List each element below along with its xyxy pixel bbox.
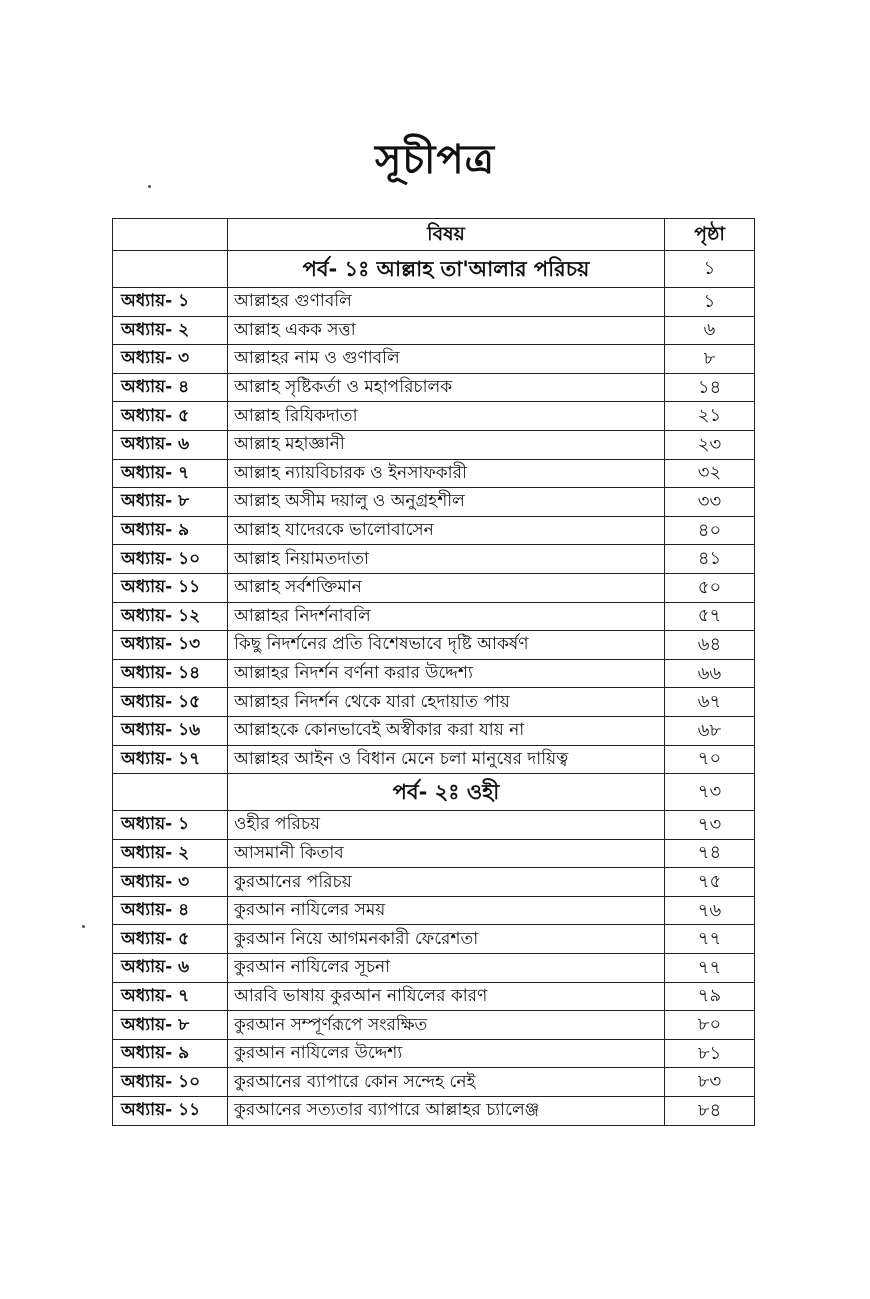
chapter-page-number: ৩৩	[665, 488, 755, 517]
chapter-subject: কুরআন নাযিলের সূচনা	[228, 954, 665, 983]
chapter-row	[113, 373, 755, 402]
chapter-row	[113, 516, 755, 545]
chapter-page-number: ৪০	[665, 516, 755, 545]
chapter-subject: কুরআন নাযিলের উদ্দেশ্য	[228, 1039, 665, 1068]
chapter-label: অধ্যায়- ৩	[113, 345, 228, 374]
chapter-page-number: ২১	[665, 402, 755, 431]
chapter-label: অধ্যায়- ১৬	[113, 716, 228, 745]
chapter-row	[113, 345, 755, 374]
chapter-row	[113, 811, 755, 840]
chapter-subject: আল্লাহ রিযিকদাতা	[228, 402, 665, 431]
chapter-page-number: ৭০	[665, 745, 755, 774]
chapter-row	[113, 896, 755, 925]
part-page-number: ৭৩	[665, 774, 755, 811]
chapter-label: অধ্যায়- ১২	[113, 602, 228, 631]
chapter-label: অধ্যায়- ৪	[113, 373, 228, 402]
chapter-page-number: ৮৩	[665, 1068, 755, 1097]
header-row	[113, 219, 755, 251]
chapter-label: অধ্যায়- ২	[113, 316, 228, 345]
chapter-row	[113, 316, 755, 345]
chapter-page-number: ৭৫	[665, 868, 755, 897]
chapter-label: অধ্যায়- ৬	[113, 430, 228, 459]
part-title: পর্ব- ২ঃ ওহী	[228, 774, 665, 811]
chapter-row	[113, 954, 755, 983]
chapter-subject: আল্লাহ অসীম দয়ালু ও অনুগ্রহশীল	[228, 488, 665, 517]
part-empty-cell	[113, 251, 228, 288]
speck	[82, 925, 85, 928]
chapter-subject: আল্লাহ একক সত্তা	[228, 316, 665, 345]
chapter-subject: আল্লাহ সৃষ্টিকর্তা ও মহাপরিচালক	[228, 373, 665, 402]
chapter-page-number: ৮	[665, 345, 755, 374]
part-heading-row	[113, 774, 755, 811]
chapter-page-number: ১৪	[665, 373, 755, 402]
chapter-row	[113, 868, 755, 897]
chapter-page-number: ৭৭	[665, 925, 755, 954]
chapter-label: অধ্যায়- ৭	[113, 982, 228, 1011]
chapter-subject: আল্লাহ মহাজ্ঞানী	[228, 430, 665, 459]
chapter-page-number: ৬৬	[665, 659, 755, 688]
chapter-subject: কুরআন নাযিলের সময়	[228, 896, 665, 925]
chapter-page-number: ৭৪	[665, 839, 755, 868]
chapter-page-number: ৬৭	[665, 688, 755, 717]
chapter-subject: আল্লাহ যাদেরকে ভালোবাসেন	[228, 516, 665, 545]
contents-table-body	[113, 219, 755, 1126]
chapter-label: অধ্যায়- ৮	[113, 1011, 228, 1040]
chapter-row	[113, 1011, 755, 1040]
chapter-label: অধ্যায়- ৯	[113, 516, 228, 545]
chapter-row	[113, 459, 755, 488]
chapter-subject: আল্লাহর নিদর্শন থেকে যারা হেদায়াত পায়	[228, 688, 665, 717]
chapter-row	[113, 1039, 755, 1068]
chapter-row	[113, 631, 755, 660]
chapter-label: অধ্যায়- ৫	[113, 925, 228, 954]
chapter-label: অধ্যায়- ৯	[113, 1039, 228, 1068]
chapter-page-number: ৭৭	[665, 954, 755, 983]
chapter-row	[113, 430, 755, 459]
chapter-label: অধ্যায়- ১৪	[113, 659, 228, 688]
part-title: পর্ব- ১ঃ আল্লাহ তা'আলার পরিচয়	[228, 251, 665, 288]
chapter-subject: কিছু নিদর্শনের প্রতি বিশেষভাবে দৃষ্টি আকর্ষণ	[228, 631, 665, 660]
chapter-row	[113, 982, 755, 1011]
chapter-page-number: ৭৯	[665, 982, 755, 1011]
chapter-page-number: ৮৪	[665, 1097, 755, 1126]
chapter-row	[113, 716, 755, 745]
chapter-page-number: ৩২	[665, 459, 755, 488]
chapter-page-number: ৪১	[665, 545, 755, 574]
page-title: সূচীপত্র	[375, 137, 495, 183]
chapter-subject: কুরআন সম্পূর্ণরূপে সংরক্ষিত	[228, 1011, 665, 1040]
chapter-subject: আল্লাহকে কোনভাবেই অস্বীকার করা যায় না	[228, 716, 665, 745]
chapter-label: অধ্যায়- ৬	[113, 954, 228, 983]
chapter-subject: ওহীর পরিচয়	[228, 811, 665, 840]
chapter-page-number: ৬	[665, 316, 755, 345]
chapter-subject: আল্লাহর গুণাবলি	[228, 288, 665, 317]
chapter-row	[113, 1068, 755, 1097]
chapter-subject: আল্লাহ সর্বশক্তিমান	[228, 573, 665, 602]
chapter-row	[113, 839, 755, 868]
chapter-row	[113, 573, 755, 602]
chapter-row	[113, 745, 755, 774]
header-subject-cell: বিষয়	[228, 219, 665, 251]
chapter-subject: কুরআনের ব্যাপারে কোন সন্দেহ নেই	[228, 1068, 665, 1097]
chapter-label: অধ্যায়- ১৫	[113, 688, 228, 717]
speck	[148, 185, 151, 188]
chapter-row	[113, 545, 755, 574]
chapter-page-number: ৭৬	[665, 896, 755, 925]
chapter-page-number: ৬৮	[665, 716, 755, 745]
part-page-number: ১	[665, 251, 755, 288]
part-empty-cell	[113, 774, 228, 811]
chapter-row	[113, 1097, 755, 1126]
chapter-subject: আরবি ভাষায় কুরআন নাযিলের কারণ	[228, 982, 665, 1011]
part-heading-row	[113, 251, 755, 288]
chapter-page-number: ৭৩	[665, 811, 755, 840]
chapter-subject: আল্লাহ নিয়ামতদাতা	[228, 545, 665, 574]
chapter-label: অধ্যায়- ৪	[113, 896, 228, 925]
chapter-subject: কুরআনের পরিচয়	[228, 868, 665, 897]
chapter-page-number: ৫০	[665, 573, 755, 602]
chapter-subject: আল্লাহর নিদর্শন বর্ণনা করার উদ্দেশ্য	[228, 659, 665, 688]
chapter-label: অধ্যায়- ২	[113, 839, 228, 868]
header-chapter-cell	[113, 219, 228, 251]
chapter-subject: আল্লাহর নিদর্শনাবলি	[228, 602, 665, 631]
chapter-label: অধ্যায়- ১	[113, 288, 228, 317]
chapter-label: অধ্যায়- ১১	[113, 573, 228, 602]
chapter-row	[113, 288, 755, 317]
chapter-label: অধ্যায়- ১০	[113, 1068, 228, 1097]
chapter-subject: আল্লাহ ন্যায়বিচারক ও ইনসাফকারী	[228, 459, 665, 488]
chapter-row	[113, 659, 755, 688]
chapter-label: অধ্যায়- ১	[113, 811, 228, 840]
chapter-label: অধ্যায়- ৮	[113, 488, 228, 517]
header-page-cell: পৃষ্ঠা	[665, 219, 755, 251]
chapter-page-number: ১	[665, 288, 755, 317]
chapter-page-number: ৬৪	[665, 631, 755, 660]
contents-table	[112, 218, 755, 1126]
chapter-row	[113, 688, 755, 717]
chapter-page-number: ৫৭	[665, 602, 755, 631]
chapter-subject: আল্লাহর নাম ও গুণাবলি	[228, 345, 665, 374]
chapter-label: অধ্যায়- ১১	[113, 1097, 228, 1126]
chapter-subject: কুরআনের সত্যতার ব্যাপারে আল্লাহর চ্যালেঞ্জ	[228, 1097, 665, 1126]
chapter-page-number: ৮০	[665, 1011, 755, 1040]
chapter-label: অধ্যায়- ১০	[113, 545, 228, 574]
chapter-label: অধ্যায়- ১৩	[113, 631, 228, 660]
chapter-page-number: ২৩	[665, 430, 755, 459]
chapter-row	[113, 402, 755, 431]
chapter-label: অধ্যায়- ৩	[113, 868, 228, 897]
chapter-subject: কুরআন নিয়ে আগমনকারী ফেরেশতা	[228, 925, 665, 954]
chapter-label: অধ্যায়- ১৭	[113, 745, 228, 774]
chapter-row	[113, 925, 755, 954]
chapter-subject: আল্লাহর আইন ও বিধান মেনে চলা মানুষের দায়িত্ব	[228, 745, 665, 774]
chapter-label: অধ্যায়- ৫	[113, 402, 228, 431]
chapter-row	[113, 602, 755, 631]
chapter-page-number: ৮১	[665, 1039, 755, 1068]
chapter-subject: আসমানী কিতাব	[228, 839, 665, 868]
chapter-label: অধ্যায়- ৭	[113, 459, 228, 488]
chapter-row	[113, 488, 755, 517]
